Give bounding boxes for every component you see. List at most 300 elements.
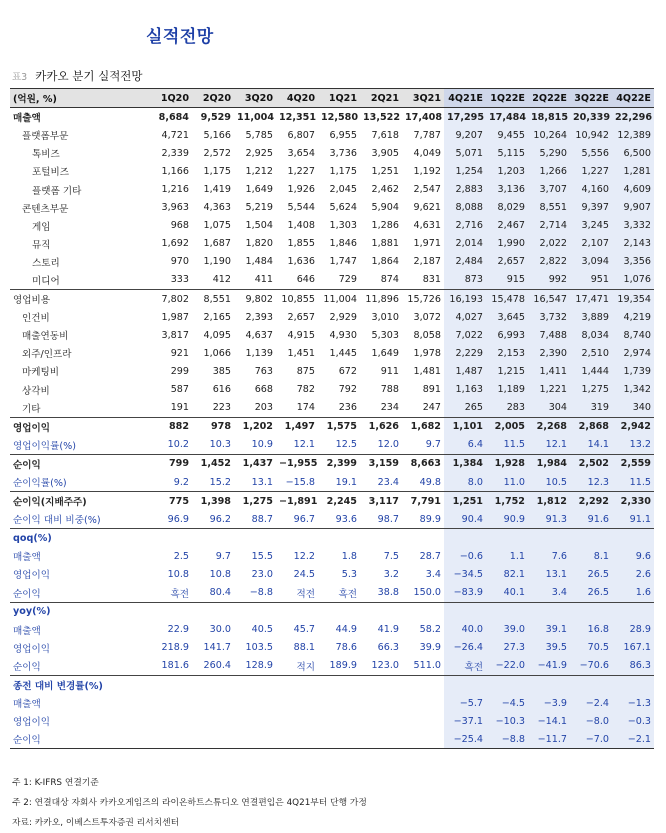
cell-value: 234 [380,402,399,414]
cell-value: 1,928 [486,454,528,473]
cell-value [486,529,528,548]
cell-value: 18,815 [528,108,570,127]
cell-value: 39.1 [528,621,570,639]
cell-value: 3,356 [612,253,654,271]
cell-value: 2,657 [486,253,528,271]
cell-value: 15.2 [209,476,231,488]
table-number: 표3 [12,72,28,83]
cell-value: 15,726 [402,290,444,309]
table-row [10,547,654,565]
header-period: 4Q22E [612,89,654,108]
row-label: 매출액 [13,113,41,125]
cell-value: 86.3 [612,657,654,676]
cell-value: 13.2 [612,436,654,455]
cell-value [192,712,234,730]
cell-value [528,676,570,695]
cell-value: 951 [570,271,612,290]
table-row [10,510,654,529]
row-label: 상각비 [22,385,50,397]
cell-value: 385 [212,365,231,377]
cell-value: 874 [380,274,399,286]
cell-value: 1,286 [371,220,399,232]
cell-value: 1,189 [486,381,528,399]
cell-value: 915 [486,271,528,290]
cell-value: 150.0 [413,587,441,599]
cell-value: 2,014 [444,235,486,253]
row-label: 플랫폼부문 [22,131,69,143]
cell-value: 2,165 [203,311,231,323]
cell-value: 587 [170,384,189,396]
cell-value: 891 [422,384,441,396]
row-label: 종전 대비 변경률(%) [10,676,150,695]
cell-value: 11,004 [318,290,360,309]
source-note: 자료: 카카오, 이베스트투자증권 리서치센터 [12,818,180,828]
cell-value: 3,332 [612,217,654,235]
cell-value [360,529,402,548]
cell-value: 13,522 [363,111,401,123]
cell-value: 1,419 [203,184,231,196]
cell-value: 8,740 [612,326,654,344]
cell-value: 38.8 [377,587,399,599]
cell-value [234,712,276,730]
cell-value: 2,559 [612,454,654,473]
cell-value: 16,547 [528,290,570,309]
cell-value: 646 [296,274,315,286]
row-label: 외주/인프라 [22,349,72,361]
cell-value: 1,251 [371,165,399,177]
cell-value: 992 [528,271,570,290]
cell-value: −5.7 [444,694,486,712]
cell-value: 40.0 [444,621,486,639]
table-row [10,290,654,309]
cell-value: 1,266 [528,162,570,180]
cell-value: 6.4 [444,436,486,455]
row-label: 순이익 [10,730,150,749]
cell-value [402,712,444,730]
cell-value: 511.0 [413,660,441,672]
cell-value: 831 [422,274,441,286]
cell-value: 2,883 [444,180,486,198]
row-label: 순이익 [13,661,41,673]
cell-value: 4,915 [287,329,315,341]
table-row [10,584,654,603]
cell-value [444,676,486,695]
cell-value [150,730,192,749]
table-row [10,362,654,380]
cell-value: 2,393 [245,311,273,323]
cell-value: 2,229 [444,344,486,362]
cell-value: 1,855 [287,238,315,250]
cell-value: −1.3 [612,694,654,712]
header-period: 1Q21 [318,89,360,108]
cell-value: −83.9 [444,584,486,603]
cell-value: 299 [170,365,189,377]
cell-value: 12.2 [293,550,315,562]
cell-value: 1,626 [360,417,402,436]
cell-value: 40.1 [486,584,528,603]
cell-value: 90.4 [444,510,486,529]
row-label: 매출액 [13,625,41,637]
cell-value: 9.2 [173,476,189,488]
cell-value: 70.5 [570,639,612,657]
cell-value: 236 [338,402,357,414]
cell-value [402,676,444,695]
row-label: 순이익률(%) [13,478,67,490]
cell-value [360,676,402,695]
cell-value: 5,303 [371,329,399,341]
cell-value: 16,193 [444,290,486,309]
cell-value: 970 [170,256,189,268]
table-row [10,108,654,127]
table-row [10,621,654,639]
table-row [10,454,654,473]
cell-value: 1,398 [192,492,234,511]
cell-value: 788 [380,384,399,396]
cell-value: 2,245 [318,492,360,511]
cell-value: 5,219 [245,202,273,214]
cell-value: 3.4 [425,568,441,580]
cell-value: 12.5 [335,439,357,451]
cell-value: 1,411 [528,362,570,380]
cell-value: 10.2 [167,439,189,451]
row-label: 미디어 [32,275,60,287]
cell-value: 2,868 [570,417,612,436]
cell-value: 123.0 [371,660,399,672]
cell-value: 8,551 [192,290,234,309]
cell-value: 1,487 [444,362,486,380]
cell-value: 4,095 [203,329,231,341]
cell-value: 1,820 [245,238,273,250]
cell-value [318,602,360,621]
table-row [10,529,654,548]
page-heading: 실적전망 [146,27,214,47]
cell-value: 3,707 [528,180,570,198]
cell-value: 3.4 [528,584,570,603]
cell-value: 6,993 [486,326,528,344]
cell-value [486,602,528,621]
row-label: 게임 [32,221,51,233]
row-label: 포털비즈 [32,167,70,179]
row-label: 콘텐츠부문 [22,203,69,215]
cell-value: 14.1 [570,436,612,455]
cell-value: 15,478 [486,290,528,309]
cell-value: −8.8 [486,730,528,749]
cell-value: 적전 [296,588,315,600]
cell-value: 1,984 [528,454,570,473]
header-period: 4Q21E [444,89,486,108]
cell-value: 2,187 [413,256,441,268]
cell-value [360,602,402,621]
row-label: 플랫폼 기타 [32,185,82,197]
row-label: 톡비즈 [32,149,60,161]
cell-value: 1,484 [245,256,273,268]
header-period: 2Q21 [360,89,402,108]
cell-value: 2,714 [528,217,570,235]
cell-value: 9,907 [612,199,654,217]
cell-value: 39.0 [486,621,528,639]
cell-value: −25.4 [444,730,486,749]
row-label: 마케팅비 [22,367,60,379]
cell-value: 616 [212,384,231,396]
cell-value: 1,636 [287,256,315,268]
cell-value: 189.9 [329,660,357,672]
cell-value: 911 [380,365,399,377]
cell-value [234,602,276,621]
cell-value: 1,227 [570,162,612,180]
table-row [10,235,654,253]
table-row [10,399,654,418]
cell-value: 775 [150,492,192,511]
cell-value [570,529,612,548]
cell-value: 1,227 [287,165,315,177]
cell-value: 96.9 [167,513,189,525]
table-row [10,308,654,326]
cell-value: 2,390 [528,344,570,362]
cell-value: 1,303 [329,220,357,232]
cell-value: 5,785 [245,129,273,141]
cell-value: −0.6 [444,547,486,565]
header-period: 2Q20 [192,89,234,108]
cell-value: 8,684 [158,111,189,123]
cell-value: 3,817 [161,329,189,341]
cell-value: 1,075 [203,220,231,232]
cell-value: 8,058 [413,329,441,341]
cell-value: 968 [170,220,189,232]
row-label: 영업이익 [13,570,51,582]
cell-value: 19.1 [335,476,357,488]
cell-value: 1,682 [402,417,444,436]
cell-value: 17,408 [405,111,443,123]
cell-value: 9,455 [486,126,528,144]
cell-value: 45.7 [293,624,315,636]
cell-value [612,676,654,695]
cell-value: 7,488 [528,326,570,344]
cell-value: 39.5 [528,639,570,657]
cell-value: 223 [212,402,231,414]
row-label: 순이익(지배주주) [10,492,150,511]
cell-value: 2,716 [444,217,486,235]
cell-value: 3,094 [570,253,612,271]
cell-value: 1,649 [245,184,273,196]
cell-value: 319 [570,399,612,418]
cell-value [192,694,234,712]
cell-value: 4,219 [612,308,654,326]
footnotes [12,773,367,833]
table-row [10,602,654,621]
cell-value: 1,926 [287,184,315,196]
cell-value: 1,216 [161,184,189,196]
cell-value: 11.5 [486,436,528,455]
cell-value: 80.4 [209,587,231,599]
cell-value: 2,929 [329,311,357,323]
cell-value: 3,159 [360,454,402,473]
cell-value: 181.6 [161,660,189,672]
table-row [10,199,654,217]
cell-value: 1,445 [329,347,357,359]
cell-value: 90.9 [486,510,528,529]
cell-value: 1,990 [486,235,528,253]
cell-value: 412 [212,274,231,286]
cell-value: 1,342 [612,381,654,399]
cell-value: 12.0 [377,439,399,451]
cell-value: 28.9 [612,621,654,639]
header-unit-label: (억원, %) [10,89,150,108]
cell-value: 10.3 [209,439,231,451]
cell-value: 8,663 [402,454,444,473]
table-row [10,730,654,749]
cell-value: 17,471 [570,290,612,309]
cell-value: 174 [296,402,315,414]
cell-value: 5.3 [341,568,357,580]
table-row [10,126,654,144]
cell-value: 2,107 [570,235,612,253]
cell-value: 873 [444,271,486,290]
header-period: 2Q22E [528,89,570,108]
cell-value: 1,881 [371,238,399,250]
cell-value [570,602,612,621]
cell-value: 2,143 [612,235,654,253]
cell-value: 3,136 [486,180,528,198]
cell-value: 2,292 [570,492,612,511]
cell-value [528,529,570,548]
cell-value: 2,974 [612,344,654,362]
cell-value: 9.7 [215,550,231,562]
cell-value: 28.7 [419,550,441,562]
cell-value: 흑전 [338,588,357,600]
cell-value: 882 [150,417,192,436]
cell-value: 1,739 [612,362,654,380]
cell-value: 98.7 [377,513,399,525]
cell-value: 2.6 [612,565,654,583]
cell-value: 1,275 [234,492,276,511]
cell-value: 203 [254,402,273,414]
cell-value: 12,351 [279,111,317,123]
cell-value: 1,692 [161,238,189,250]
cell-value: 265 [444,399,486,418]
cell-value: 22,296 [612,108,654,127]
cell-value: 2,005 [486,417,528,436]
row-label: 영업이익 [10,417,150,436]
cell-value: 91.1 [612,510,654,529]
cell-value: 17,295 [444,108,486,127]
cell-value: 5,166 [203,129,231,141]
cell-value: 6,955 [329,129,357,141]
cell-value: 4,609 [612,180,654,198]
cell-value: 875 [296,365,315,377]
header-period: 3Q21 [402,89,444,108]
cell-value [612,529,654,548]
cell-value: 1,190 [203,256,231,268]
cell-value: 1,203 [486,162,528,180]
cell-value: 1,384 [444,454,486,473]
cell-value: 78.6 [335,642,357,654]
cell-value: 1,221 [528,381,570,399]
cell-value: 799 [150,454,192,473]
cell-value: 4,160 [570,180,612,198]
cell-value: 1,978 [413,347,441,359]
cell-value: 2,268 [528,417,570,436]
cell-value: 1,251 [444,492,486,511]
cell-value: 10.8 [167,568,189,580]
cell-value: −15.8 [285,476,315,488]
cell-value: 1,437 [234,454,276,473]
cell-value: 2,657 [287,311,315,323]
cell-value: 9,529 [200,111,231,123]
cell-value: 적지 [296,661,315,673]
cell-value: 191 [170,402,189,414]
cell-value [150,529,192,548]
cell-value: 44.9 [335,624,357,636]
cell-value: 1,275 [570,381,612,399]
cell-value: 3,117 [360,492,402,511]
cell-value: 260.4 [203,660,231,672]
cell-value [276,602,318,621]
cell-value: 22.9 [167,624,189,636]
cell-value [444,602,486,621]
cell-value: 9,802 [234,290,276,309]
table-caption [12,68,143,84]
cell-value: 7.6 [528,547,570,565]
cell-value: 304 [528,399,570,418]
cell-value: 12,580 [321,111,359,123]
cell-value [528,602,570,621]
cell-value: 167.1 [612,639,654,657]
cell-value: 1,175 [203,165,231,177]
cell-value: 1,752 [486,492,528,511]
cell-value: 2,484 [444,253,486,271]
table-row [10,253,654,271]
cell-value: 흑전 [444,657,486,676]
cell-value [360,730,402,749]
row-label: 기타 [22,403,41,415]
cell-value [276,712,318,730]
cell-value: 5,071 [444,144,486,162]
cell-value: 1,215 [486,362,528,380]
table-row [10,144,654,162]
cell-value: 4,721 [161,129,189,141]
table-row [10,271,654,290]
cell-value: 2,502 [570,454,612,473]
cell-value: −4.5 [486,694,528,712]
row-label: 매출연동비 [22,331,69,343]
cell-value [276,730,318,749]
cell-value: 11.5 [612,473,654,492]
cell-value: 93.6 [335,513,357,525]
cell-value: 2,022 [528,235,570,253]
cell-value: 96.2 [209,513,231,525]
cell-value: 1.8 [341,550,357,562]
cell-value: 1,687 [203,238,231,250]
cell-value: 1,192 [413,165,441,177]
cell-value: −1,891 [276,492,318,511]
cell-value [192,676,234,695]
cell-value: 27.3 [486,639,528,657]
cell-value [318,694,360,712]
cell-value: 88.1 [293,642,315,654]
cell-value: −8.8 [249,587,273,599]
cell-value: 4,631 [413,220,441,232]
cell-value: 19,354 [612,290,654,309]
cell-value: 1,481 [413,365,441,377]
cell-value [276,694,318,712]
cell-value: 7,618 [371,129,399,141]
cell-value: 1,649 [371,347,399,359]
cell-value: 3,072 [413,311,441,323]
cell-value: −34.5 [444,565,486,583]
cell-value: 24.5 [293,568,315,580]
cell-value: −7.0 [570,730,612,749]
cell-value: 218.9 [161,642,189,654]
